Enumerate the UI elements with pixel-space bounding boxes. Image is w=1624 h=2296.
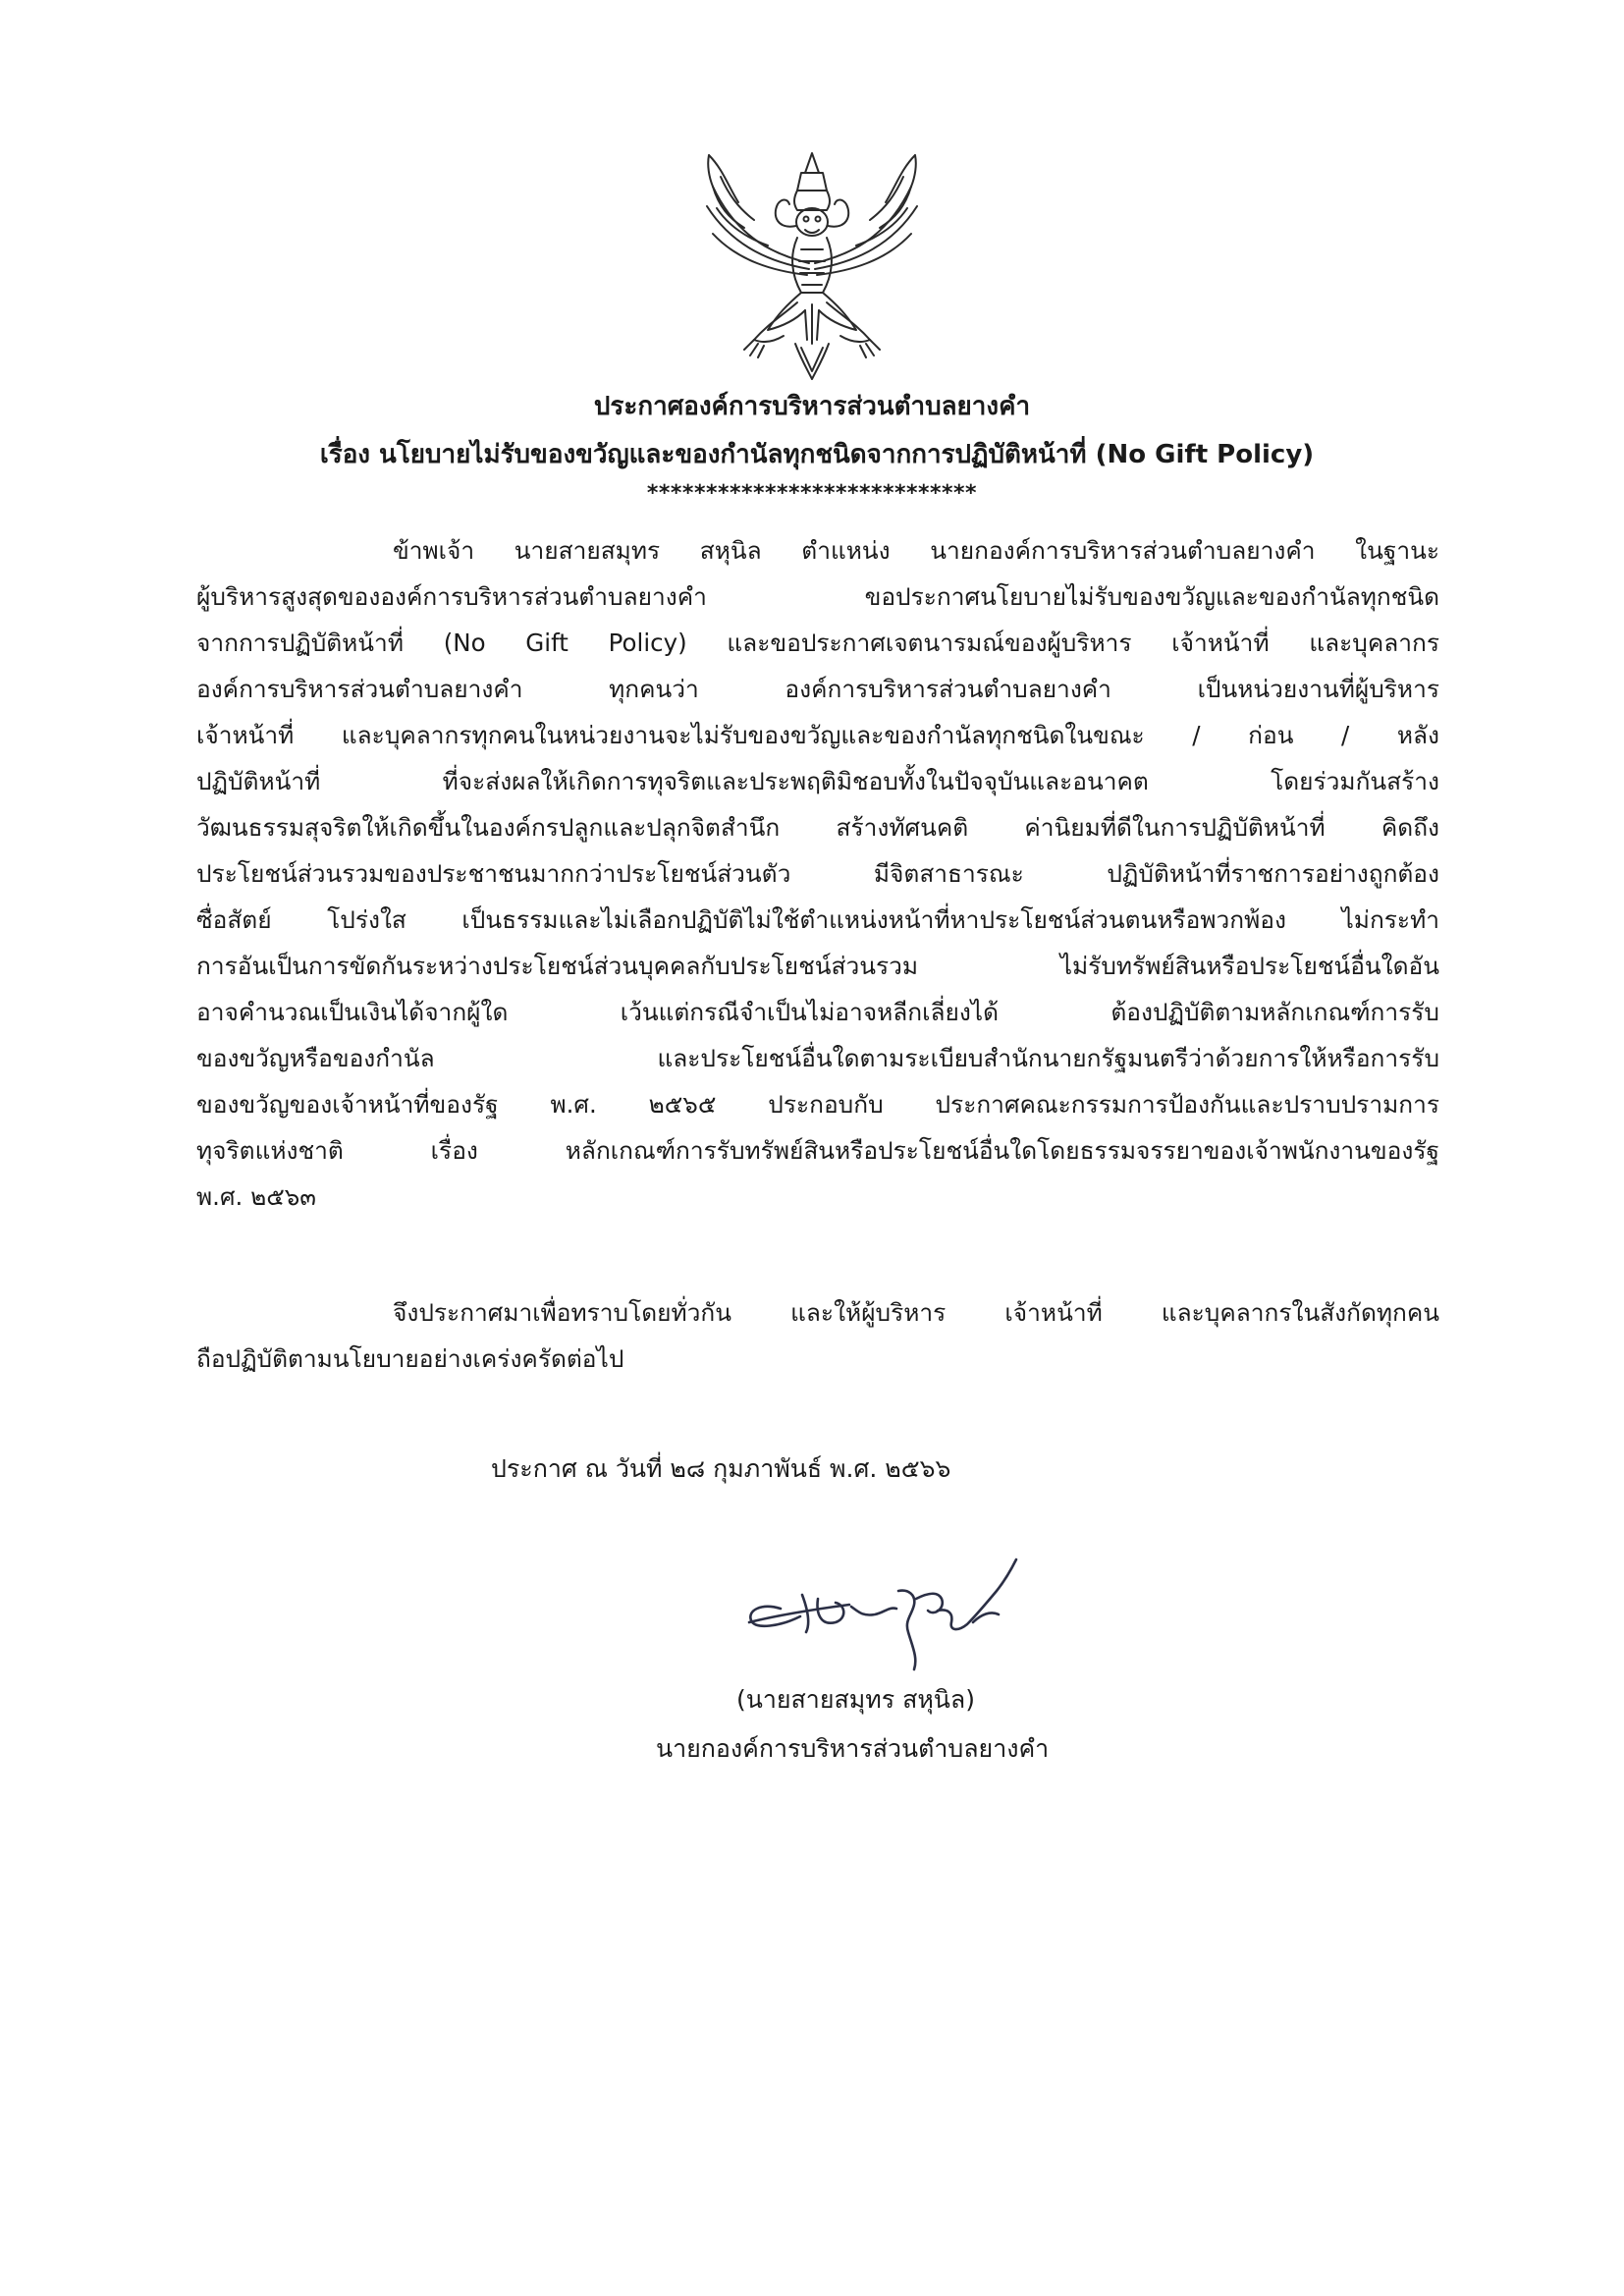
body-line: วัฒนธรรมสุจริตให้เกิดขึ้นในองค์กรปลูกและปลุกจิตสำนึก สร้างทัศนคติ ค่านิยมที่ดีในการปฏิบัติหน้าที่ คิดถึง bbox=[196, 813, 1439, 842]
signer-name: (นายสายสมุทร สหุนิล) bbox=[736, 1685, 975, 1714]
body-line: จึงประกาศมาเพื่อทราบโดยทั่วกัน และให้ผู้บริหาร เจ้าหน้าที่ และบุคลากรในสังกัดทุกคน bbox=[393, 1298, 1439, 1327]
body-line: ข้าพเจ้า นายสายสมุทร สหุนิล ตำแหน่ง นายกองค์การบริหารส่วนตำบลยางคำ ในฐานะ bbox=[393, 536, 1439, 565]
title-separator: **************************** bbox=[646, 481, 978, 506]
body-line: ผู้บริหารสูงสุดขององค์การบริหารส่วนตำบลยางคำ ขอประกาศนโยบายไม่รับของขวัญและของกำนัลทุกชนิด bbox=[196, 582, 1439, 611]
body-line: เจ้าหน้าที่ และบุคลากรทุกคนในหน่วยงานจะไม่รับของขวัญและของกำนัลทุกชนิดในขณะ / ก่อน / หลัง bbox=[196, 721, 1439, 749]
body-line: ของขวัญของเจ้าหน้าที่ของรัฐ พ.ศ. ๒๕๖๕ ประกอบกับ ประกาศคณะกรรมการป้องกันและปราบปรามการ bbox=[196, 1090, 1439, 1119]
body-line: ประโยชน์ส่วนรวมของประชาชนมากกว่าประโยชน์ส่วนตัว มีจิตสาธารณะ ปฏิบัติหน้าที่ราชการอย่างถูกต้อง bbox=[196, 859, 1439, 888]
signer-position: นายกองค์การบริหารส่วนตำบลยางคำ bbox=[656, 1734, 1050, 1763]
body-line: พ.ศ. ๒๕๖๓ bbox=[196, 1182, 317, 1211]
garuda-emblem-icon bbox=[699, 147, 925, 383]
announcement-title: ประกาศองค์การบริหารส่วนตำบลยางคำ bbox=[593, 392, 1031, 421]
announcement-date: ประกาศ ณ วันที่ ๒๘ กุมภาพันธ์ พ.ศ. ๒๕๖๖ bbox=[491, 1454, 951, 1483]
body-line: จากการปฏิบัติหน้าที่ (No Gift Policy) และขอประกาศเจตนารมณ์ของผู้บริหาร เจ้าหน้าที่ และบุคลากร bbox=[196, 629, 1439, 657]
body-line: อาจคำนวณเป็นเงินได้จากผู้ใด เว้นแต่กรณีจำเป็นไม่อาจหลีกเลี่ยงได้ ต้องปฏิบัติตามหลักเกณฑ์การรับ bbox=[196, 998, 1439, 1026]
body-line: การอันเป็นการขัดกันระหว่างประโยชน์ส่วนบุคคลกับประโยชน์ส่วนรวม ไม่รับทรัพย์สินหรือประโยชน์อื่นใดอัน bbox=[196, 952, 1439, 980]
body-line: ทุจริตแห่งชาติ เรื่อง หลักเกณฑ์การรับทรัพย์สินหรือประโยชน์อื่นใดโดยธรรมจรรยาของเจ้าพนักงานของรัฐ bbox=[196, 1136, 1439, 1165]
body-line: ของขวัญหรือของกำนัล และประโยชน์อื่นใดตามระเบียบสำนักนายกรัฐมนตรีว่าด้วยการให้หรือการรับ bbox=[196, 1044, 1439, 1072]
handwritten-signature bbox=[741, 1552, 1065, 1674]
body-line: องค์การบริหารส่วนตำบลยางคำ ทุกคนว่า องค์การบริหารส่วนตำบลยางคำ เป็นหน่วยงานที่ผู้บริหาร bbox=[196, 675, 1439, 703]
body-line: ปฏิบัติหน้าที่ ที่จะส่งผลให้เกิดการทุจริตและประพฤติมิชอบทั้งในปัจจุบันและอนาคต โดยร่วมกันสร้าง bbox=[196, 767, 1439, 795]
announcement-subject: เรื่อง นโยบายไม่รับของขวัญและของกำนัลทุกชนิดจากการปฏิบัติหน้าที่ (No Gift Policy) bbox=[319, 440, 1315, 469]
body-line: ถือปฏิบัติตามนโยบายอย่างเคร่งครัดต่อไป bbox=[196, 1344, 624, 1373]
body-line: ซื่อสัตย์ โปร่งใส เป็นธรรมและไม่เลือกปฏิบัติไม่ใช้ตำแหน่งหน้าที่หาประโยชน์ส่วนตนหรือพวกพ้อง ไม่กระทำ bbox=[196, 905, 1439, 934]
